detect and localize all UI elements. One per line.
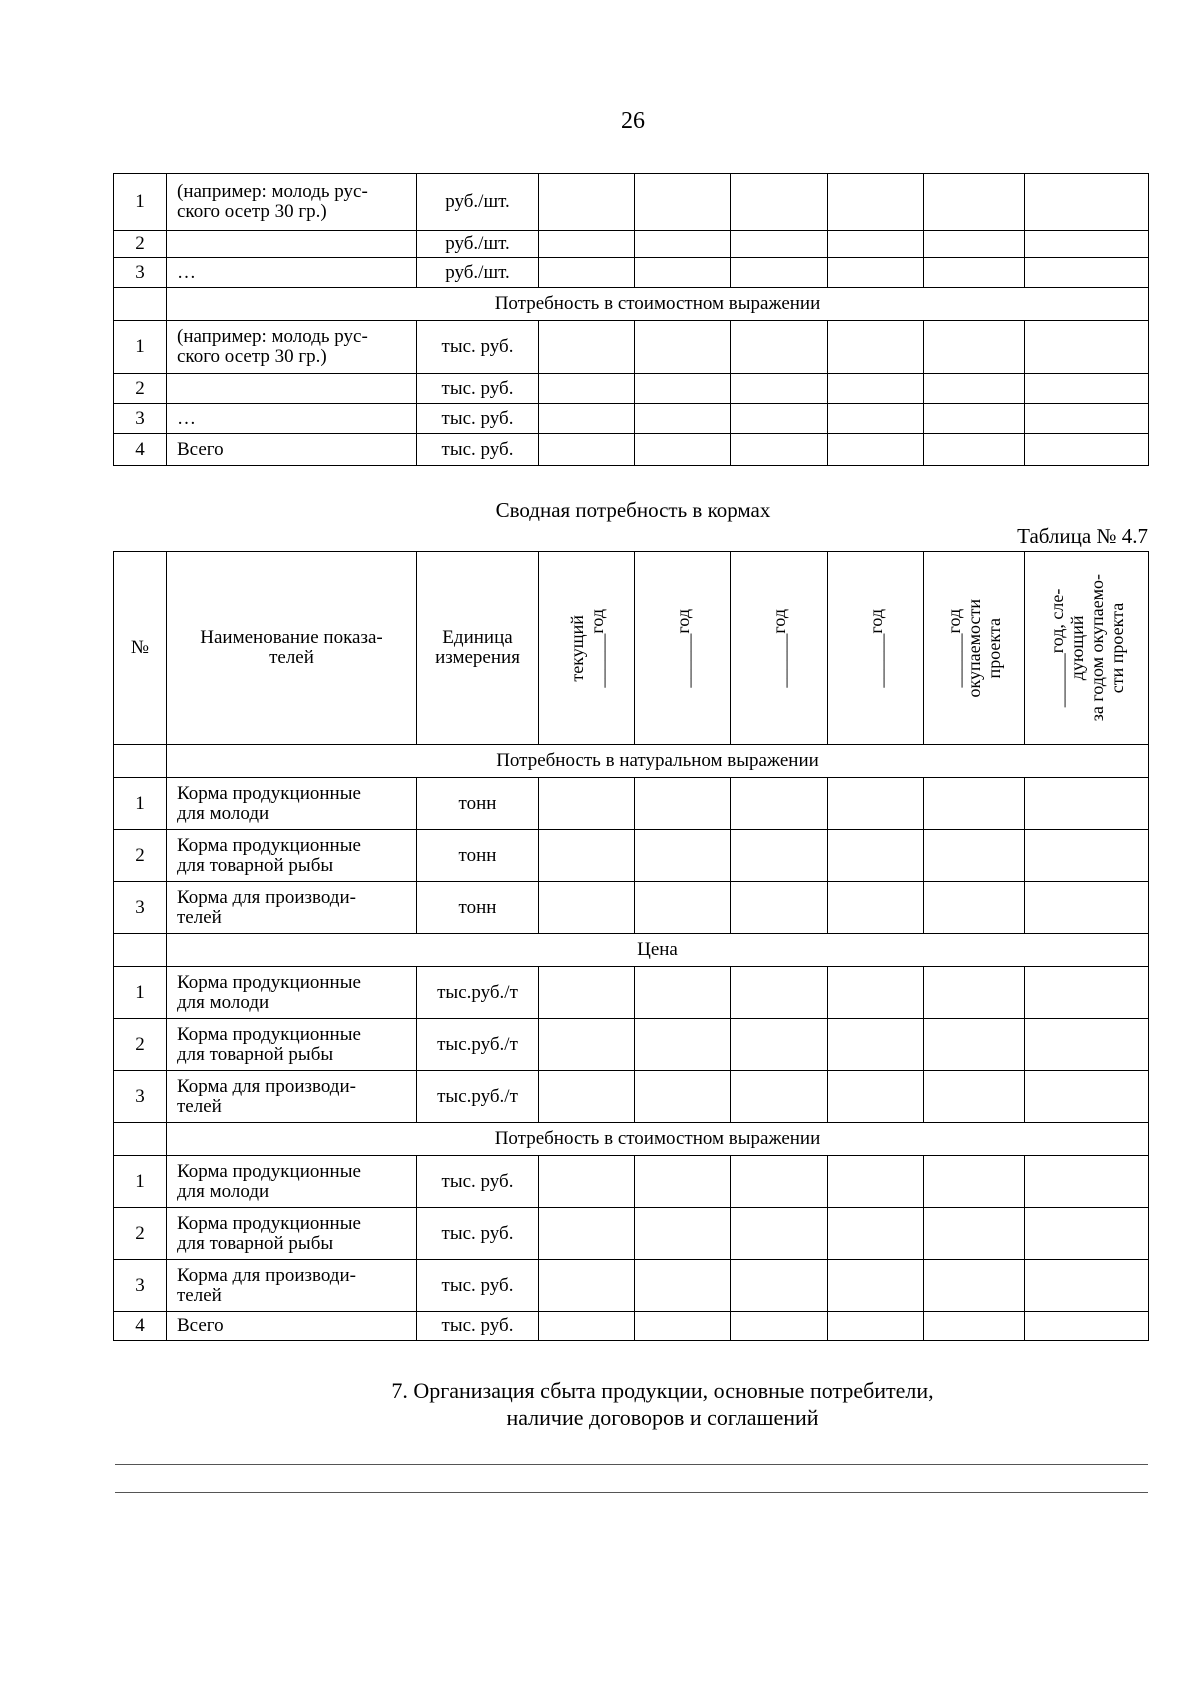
row-number: 2 xyxy=(114,1019,167,1071)
value-cell xyxy=(924,1156,1025,1208)
value-cell xyxy=(828,1071,924,1123)
value-cell xyxy=(1025,1208,1149,1260)
table-header-row xyxy=(114,552,1149,745)
value-cell xyxy=(731,967,828,1019)
row-number: 3 xyxy=(114,404,167,434)
value-cell xyxy=(635,1208,731,1260)
table-row xyxy=(114,174,1149,231)
row-name: (например: молодь рус- ского осетр 30 гр.) xyxy=(167,174,417,231)
value-cell xyxy=(1025,1260,1149,1312)
section-heading-line2: наличие договоров и соглашений xyxy=(506,1405,819,1430)
row-unit: тыс. руб. xyxy=(417,1260,539,1312)
row-number: 2 xyxy=(114,231,167,258)
table-row xyxy=(114,258,1149,288)
value-cell xyxy=(1025,778,1149,830)
value-cell xyxy=(539,778,635,830)
row-number: 1 xyxy=(114,321,167,374)
value-cell xyxy=(635,1312,731,1341)
value-cell xyxy=(731,1312,828,1341)
row-number: 4 xyxy=(114,434,167,466)
header-name: Наименование показа- телей xyxy=(167,552,417,745)
table-row xyxy=(114,434,1149,466)
row-unit: руб./шт. xyxy=(417,174,539,231)
value-cell xyxy=(635,778,731,830)
table-row xyxy=(114,1260,1149,1312)
row-name: Корма продукционные для товарной рыбы xyxy=(167,1208,417,1260)
value-cell xyxy=(539,1019,635,1071)
header-year-after-payback: ______год, сле- дующий за годом окупаемо- сти проекта xyxy=(1025,552,1149,745)
table-row xyxy=(114,1019,1149,1071)
value-cell xyxy=(731,1208,828,1260)
row-number: 2 xyxy=(114,1208,167,1260)
row-unit: тыс. руб. xyxy=(417,1208,539,1260)
value-cell xyxy=(539,1156,635,1208)
table-row xyxy=(114,1071,1149,1123)
value-cell xyxy=(1025,1312,1149,1341)
table-row xyxy=(114,1312,1149,1341)
table-row xyxy=(114,404,1149,434)
section-heading xyxy=(0,1377,1200,1431)
header-unit: Единица измерения xyxy=(417,552,539,745)
value-cell xyxy=(539,882,635,934)
row-number: 3 xyxy=(114,1260,167,1312)
table-row xyxy=(114,321,1149,374)
value-cell xyxy=(635,1071,731,1123)
row-name: Корма продукционные для товарной рыбы xyxy=(167,830,417,882)
value-cell xyxy=(828,830,924,882)
row-number: 1 xyxy=(114,1156,167,1208)
value-cell xyxy=(1025,1156,1149,1208)
row-name: Корма для производи- телей xyxy=(167,1071,417,1123)
row-unit: тонн xyxy=(417,882,539,934)
row-number: 1 xyxy=(114,967,167,1019)
row-unit: руб./шт. xyxy=(417,258,539,288)
section-title: Потребность в стоимостном выражении xyxy=(167,1123,1149,1156)
value-cell xyxy=(539,1312,635,1341)
header-year-current: текущий ______год xyxy=(539,552,635,745)
value-cell xyxy=(1025,1019,1149,1071)
table-caption: Таблица № 4.7 xyxy=(1017,524,1148,548)
table-row xyxy=(114,374,1149,404)
header-number: № xyxy=(114,552,167,745)
value-cell xyxy=(828,882,924,934)
row-unit: тыс. руб. xyxy=(417,1156,539,1208)
row-unit: тыс. руб. xyxy=(417,434,539,466)
value-cell xyxy=(731,1071,828,1123)
row-unit: тыс. руб. xyxy=(417,321,539,374)
table-row xyxy=(114,1156,1149,1208)
row-name: Корма продукционные для молоди xyxy=(167,967,417,1019)
row-unit: тыс. руб. xyxy=(417,404,539,434)
table-row xyxy=(114,882,1149,934)
row-number: 1 xyxy=(114,778,167,830)
row-unit: тонн xyxy=(417,778,539,830)
value-cell xyxy=(731,1260,828,1312)
row-name: Всего xyxy=(167,1312,417,1341)
table-title: Сводная потребность в кормах xyxy=(495,498,771,522)
row-name: Корма продукционные для молоди xyxy=(167,1156,417,1208)
row-number: 3 xyxy=(114,882,167,934)
value-cell xyxy=(731,830,828,882)
value-cell xyxy=(1025,1071,1149,1123)
page-number: 26 xyxy=(621,108,645,134)
row-name: Корма продукционные для молоди xyxy=(167,778,417,830)
value-cell xyxy=(539,1260,635,1312)
row-unit: тыс.руб./т xyxy=(417,1019,539,1071)
value-cell xyxy=(1025,882,1149,934)
row-name xyxy=(167,231,417,258)
value-cell xyxy=(828,778,924,830)
row-name: … xyxy=(167,404,417,434)
header-year-2: ______год xyxy=(635,552,731,745)
row-name: Корма для производи- телей xyxy=(167,1260,417,1312)
value-cell xyxy=(539,1208,635,1260)
row-name: Всего xyxy=(167,434,417,466)
seed-demand-table-continuation xyxy=(113,173,1149,466)
value-cell xyxy=(635,830,731,882)
row-unit: тыс. руб. xyxy=(417,1312,539,1341)
row-number: 1 xyxy=(114,174,167,231)
value-cell xyxy=(828,967,924,1019)
row-unit: руб./шт. xyxy=(417,231,539,258)
header-year-payback: ______год окупаемости проекта xyxy=(924,552,1025,745)
row-number: 2 xyxy=(114,374,167,404)
value-cell xyxy=(924,778,1025,830)
value-cell xyxy=(924,830,1025,882)
value-cell xyxy=(539,1071,635,1123)
row-unit: тыс.руб./т xyxy=(417,1071,539,1123)
fill-in-line xyxy=(115,1464,1148,1465)
row-number: 3 xyxy=(114,258,167,288)
value-cell xyxy=(828,1019,924,1071)
row-name xyxy=(167,374,417,404)
value-cell xyxy=(828,1312,924,1341)
value-cell xyxy=(924,1260,1025,1312)
value-cell xyxy=(828,1208,924,1260)
value-cell xyxy=(1025,967,1149,1019)
section-row xyxy=(114,288,1149,321)
fill-in-line xyxy=(115,1492,1148,1493)
value-cell xyxy=(635,882,731,934)
row-unit: тыс. руб. xyxy=(417,374,539,404)
row-number: 4 xyxy=(114,1312,167,1341)
row-number: 2 xyxy=(114,830,167,882)
value-cell xyxy=(924,1208,1025,1260)
row-number: 3 xyxy=(114,1071,167,1123)
feed-demand-table xyxy=(113,551,1149,1341)
row-name: (например: молодь рус- ского осетр 30 гр.) xyxy=(167,321,417,374)
row-unit: тонн xyxy=(417,830,539,882)
value-cell xyxy=(731,1156,828,1208)
value-cell xyxy=(539,830,635,882)
section-row xyxy=(114,745,1149,778)
value-cell xyxy=(731,778,828,830)
section-row xyxy=(114,934,1149,967)
table-row xyxy=(114,231,1149,258)
value-cell xyxy=(924,882,1025,934)
table-row xyxy=(114,830,1149,882)
section-row xyxy=(114,1123,1149,1156)
row-name: … xyxy=(167,258,417,288)
table-row xyxy=(114,1208,1149,1260)
section-title-cost: Потребность в стоимостном выражении xyxy=(167,288,1149,321)
value-cell xyxy=(924,1071,1025,1123)
row-unit: тыс.руб./т xyxy=(417,967,539,1019)
value-cell xyxy=(539,967,635,1019)
value-cell xyxy=(731,882,828,934)
row-name: Корма для производи- телей xyxy=(167,882,417,934)
value-cell xyxy=(1025,830,1149,882)
value-cell xyxy=(635,967,731,1019)
row-name: Корма продукционные для товарной рыбы xyxy=(167,1019,417,1071)
section-title: Цена xyxy=(167,934,1149,967)
header-year-4: ______год xyxy=(828,552,924,745)
value-cell xyxy=(924,1019,1025,1071)
value-cell xyxy=(828,1156,924,1208)
value-cell xyxy=(828,1260,924,1312)
value-cell xyxy=(635,1019,731,1071)
section-title: Потребность в натуральном выражении xyxy=(167,745,1149,778)
value-cell xyxy=(635,1260,731,1312)
value-cell xyxy=(924,1312,1025,1341)
table-row xyxy=(114,967,1149,1019)
value-cell xyxy=(924,967,1025,1019)
value-cell xyxy=(635,1156,731,1208)
value-cell xyxy=(731,1019,828,1071)
header-year-3: ______год xyxy=(731,552,828,745)
section-heading-line1: 7. Организация сбыта продукции, основные потребители, xyxy=(391,1378,934,1403)
table-row xyxy=(114,778,1149,830)
